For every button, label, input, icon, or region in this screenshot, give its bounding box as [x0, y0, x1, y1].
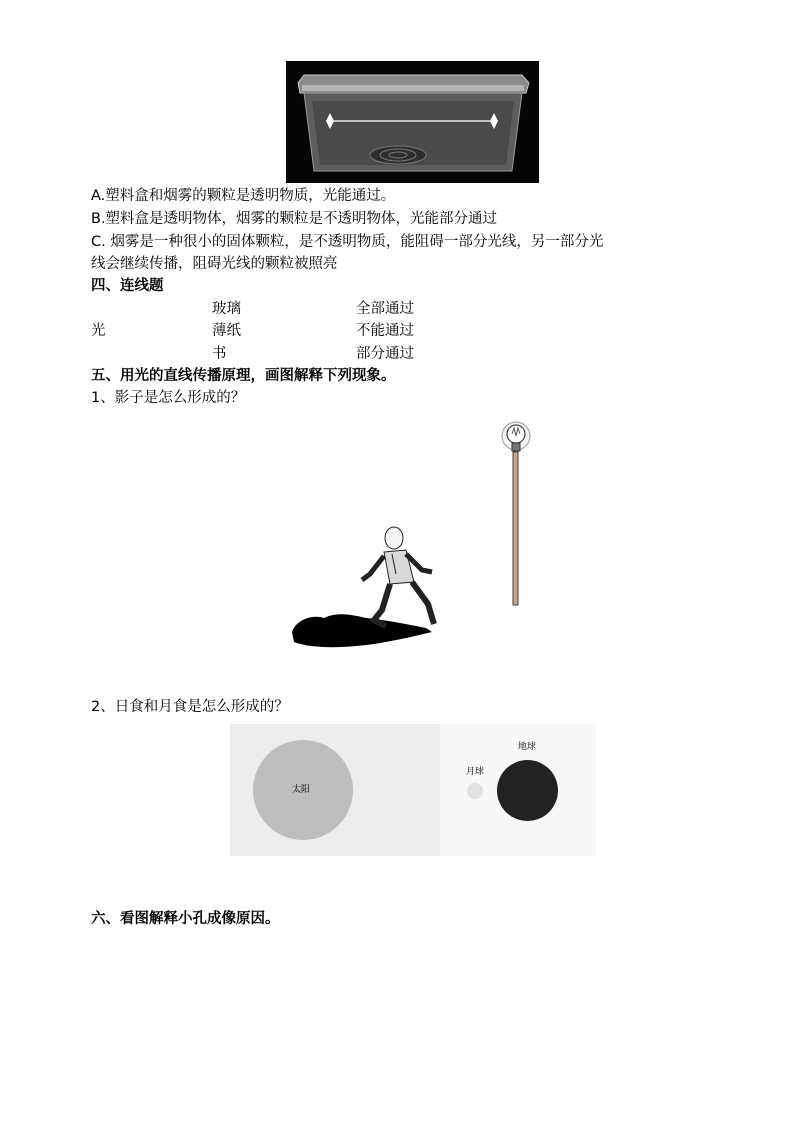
option-b: B.塑料盒是透明物体，烟雾的颗粒是不透明物体，光能部分通过 [91, 211, 498, 227]
lamp-post [513, 452, 518, 605]
match-middle-3: 书 [212, 346, 227, 362]
section6-title: 六、看图解释小孔成像原因。 [91, 911, 280, 927]
section4-title: 四、连线题 [91, 278, 164, 294]
option-c-line2: 线会继续传播，阻碍光线的颗粒被照亮 [91, 256, 338, 272]
moon-label: 月球 [466, 767, 485, 777]
section5-title: 五、用光的直线传播原理，画图解释下列现象。 [91, 368, 396, 384]
option-c-line1: C. 烟雾是一种很小的固体颗粒，是不透明物质，能阻碍一部分光线，另一部分光 [91, 234, 604, 250]
option-a: A.塑料盒和烟雾的颗粒是透明物质，光能通过。 [91, 188, 396, 204]
man-figure [362, 527, 434, 626]
match-right-1: 全部通过 [356, 301, 414, 317]
shadow-shape [292, 614, 432, 647]
smoke-box-photo [286, 61, 539, 183]
match-right-3: 部分通过 [356, 346, 414, 362]
match-middle-1: 玻璃 [212, 301, 241, 317]
match-left-1: 光 [91, 323, 106, 339]
question-shadow: 1、影子是怎么形成的？ [91, 390, 246, 406]
question-eclipse: 2、日食和月食是怎么形成的？ [91, 699, 289, 715]
match-middle-2: 薄纸 [212, 323, 241, 339]
light-bulb-icon [502, 422, 530, 451]
match-right-2: 不能通过 [356, 323, 414, 339]
plastic-box-image [286, 61, 539, 183]
shadow-illustration [286, 414, 540, 654]
sun-label: 太阳 [292, 785, 311, 795]
earth-label: 地球 [518, 742, 537, 752]
moon-circle [467, 783, 483, 799]
earth-circle [497, 760, 558, 821]
